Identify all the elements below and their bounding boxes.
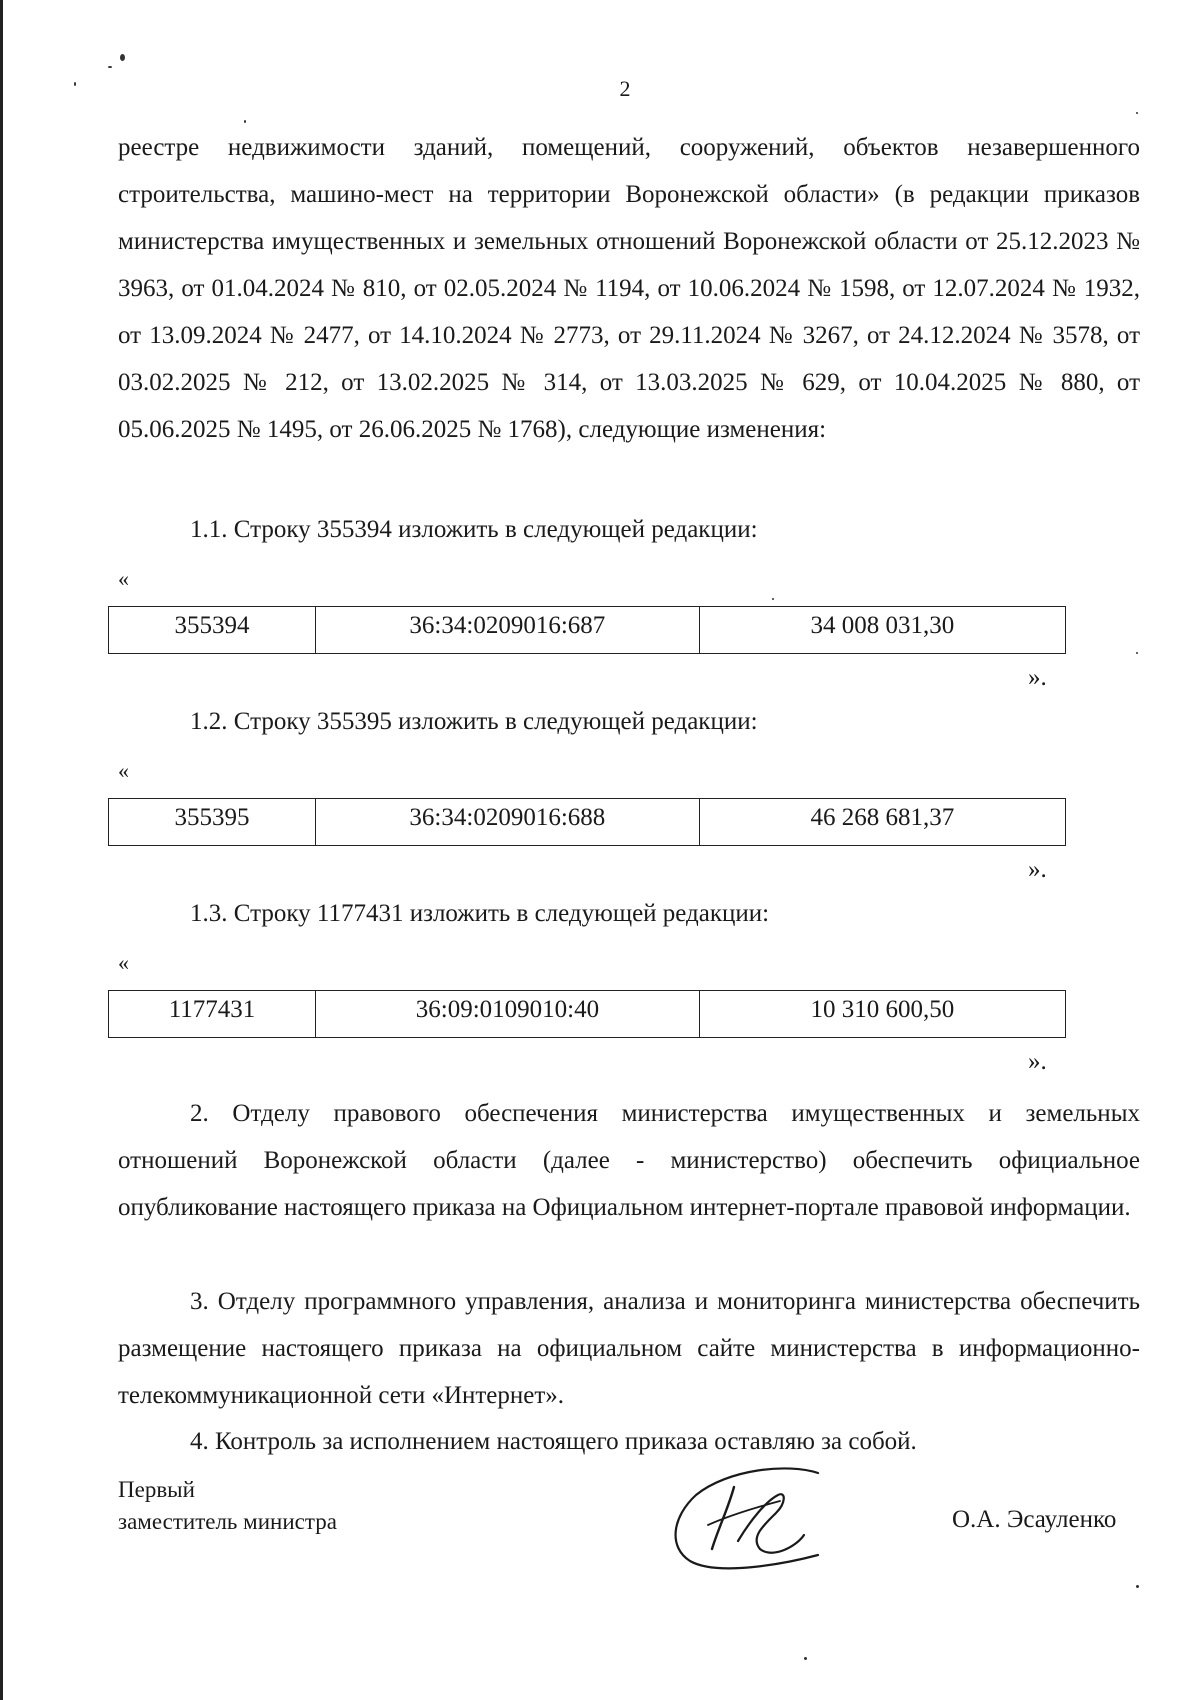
page-left-edge xyxy=(0,0,3,1700)
scan-speck xyxy=(1136,112,1138,114)
item-1-1-table xyxy=(108,606,1066,654)
scan-speck xyxy=(120,54,125,61)
scan-speck xyxy=(108,66,112,68)
table-row xyxy=(109,799,1066,846)
table-row xyxy=(109,607,1066,654)
scan-speck xyxy=(772,598,774,600)
row-number-cell: 355395 xyxy=(109,799,316,846)
item-1-3-heading: 1.3. Строку 1177431 изложить в следующей редакции: xyxy=(190,900,770,927)
quote-close: ». xyxy=(1028,664,1047,691)
row-number-cell: 1177431 xyxy=(109,991,316,1038)
position-line-2: заместитель министра xyxy=(118,1509,337,1534)
intro-paragraph: реестре недвижимости зданий, помещений, сооружений, объектов незавершенного строительства, машино-мест на территории Воронежской области» (в редакции приказов министерства имущественных и земельных отношений Воронежской области от 25.12.2023 № 3963, от 01.04.2024 № 810, от 02.05.2024 № 1194, от 10.06.2024 № 1598, от 12.07.2024 № 1932, от 13.09.2024 № 2477, от 14.10.2024 № 2773, от 29.11.2024 № 3267, от 24.12.2024 № 3578, от 03.02.2025 № 212, от 13.02.2025 № 314, от 13.03.2025 № 629, от 10.04.2025 № 880, от 05.06.2025 № 1495, от 26.06.2025 № 1768), следующие изменения: xyxy=(118,134,1140,443)
item-1-3-table xyxy=(108,990,1066,1038)
paragraph-4: 4. Контроль за исполнением настоящего приказа оставляю за собой. xyxy=(190,1428,917,1455)
cadastral-value-cell: 46 268 681,37 xyxy=(699,799,1065,846)
quote-open: « xyxy=(118,950,129,975)
row-number-cell: 355394 xyxy=(109,607,316,654)
item-1-2-table xyxy=(108,798,1066,846)
handwritten-signature xyxy=(668,1465,828,1570)
paragraph-3: 3. Отделу программного управления, анализа и мониторинга министерства обеспечить размещение настоящего приказа на официальном сайте министерства в информационно-телекоммуникационной сети «Интернет». xyxy=(118,1288,1140,1409)
scan-speck xyxy=(244,120,246,123)
item-1-2-heading: 1.2. Строку 355395 изложить в следующей редакции: xyxy=(190,708,758,735)
scan-speck xyxy=(1136,652,1138,654)
quote-open: « xyxy=(118,566,129,591)
paragraph-2: 2. Отделу правового обеспечения министерства имущественных и земельных отношений Воронежской области (далее - министерство) обеспечить официальное опубликование настоящего приказа на Официальном интернет-портале правовой информации. xyxy=(118,1100,1140,1221)
quote-close: ». xyxy=(1028,856,1047,883)
signatory-name: О.А. Эсауленко xyxy=(952,1506,1117,1533)
cadastral-number-cell: 36:34:0209016:687 xyxy=(315,607,699,654)
cadastral-value-cell: 10 310 600,50 xyxy=(699,991,1065,1038)
quote-open: « xyxy=(118,758,129,783)
page-number: 2 xyxy=(619,76,631,101)
position-line-1: Первый xyxy=(118,1477,195,1502)
cadastral-number-cell: 36:34:0209016:688 xyxy=(315,799,699,846)
scan-speck xyxy=(804,1657,807,1660)
item-1-1-heading: 1.1. Строку 355394 изложить в следующей редакции: xyxy=(190,516,758,543)
cadastral-value-cell: 34 008 031,30 xyxy=(699,607,1065,654)
quote-close: ». xyxy=(1028,1048,1047,1075)
signatory-position xyxy=(118,1474,337,1538)
scan-speck xyxy=(1136,1585,1139,1588)
table-row xyxy=(109,991,1066,1038)
cadastral-number-cell: 36:09:0109010:40 xyxy=(316,991,700,1038)
